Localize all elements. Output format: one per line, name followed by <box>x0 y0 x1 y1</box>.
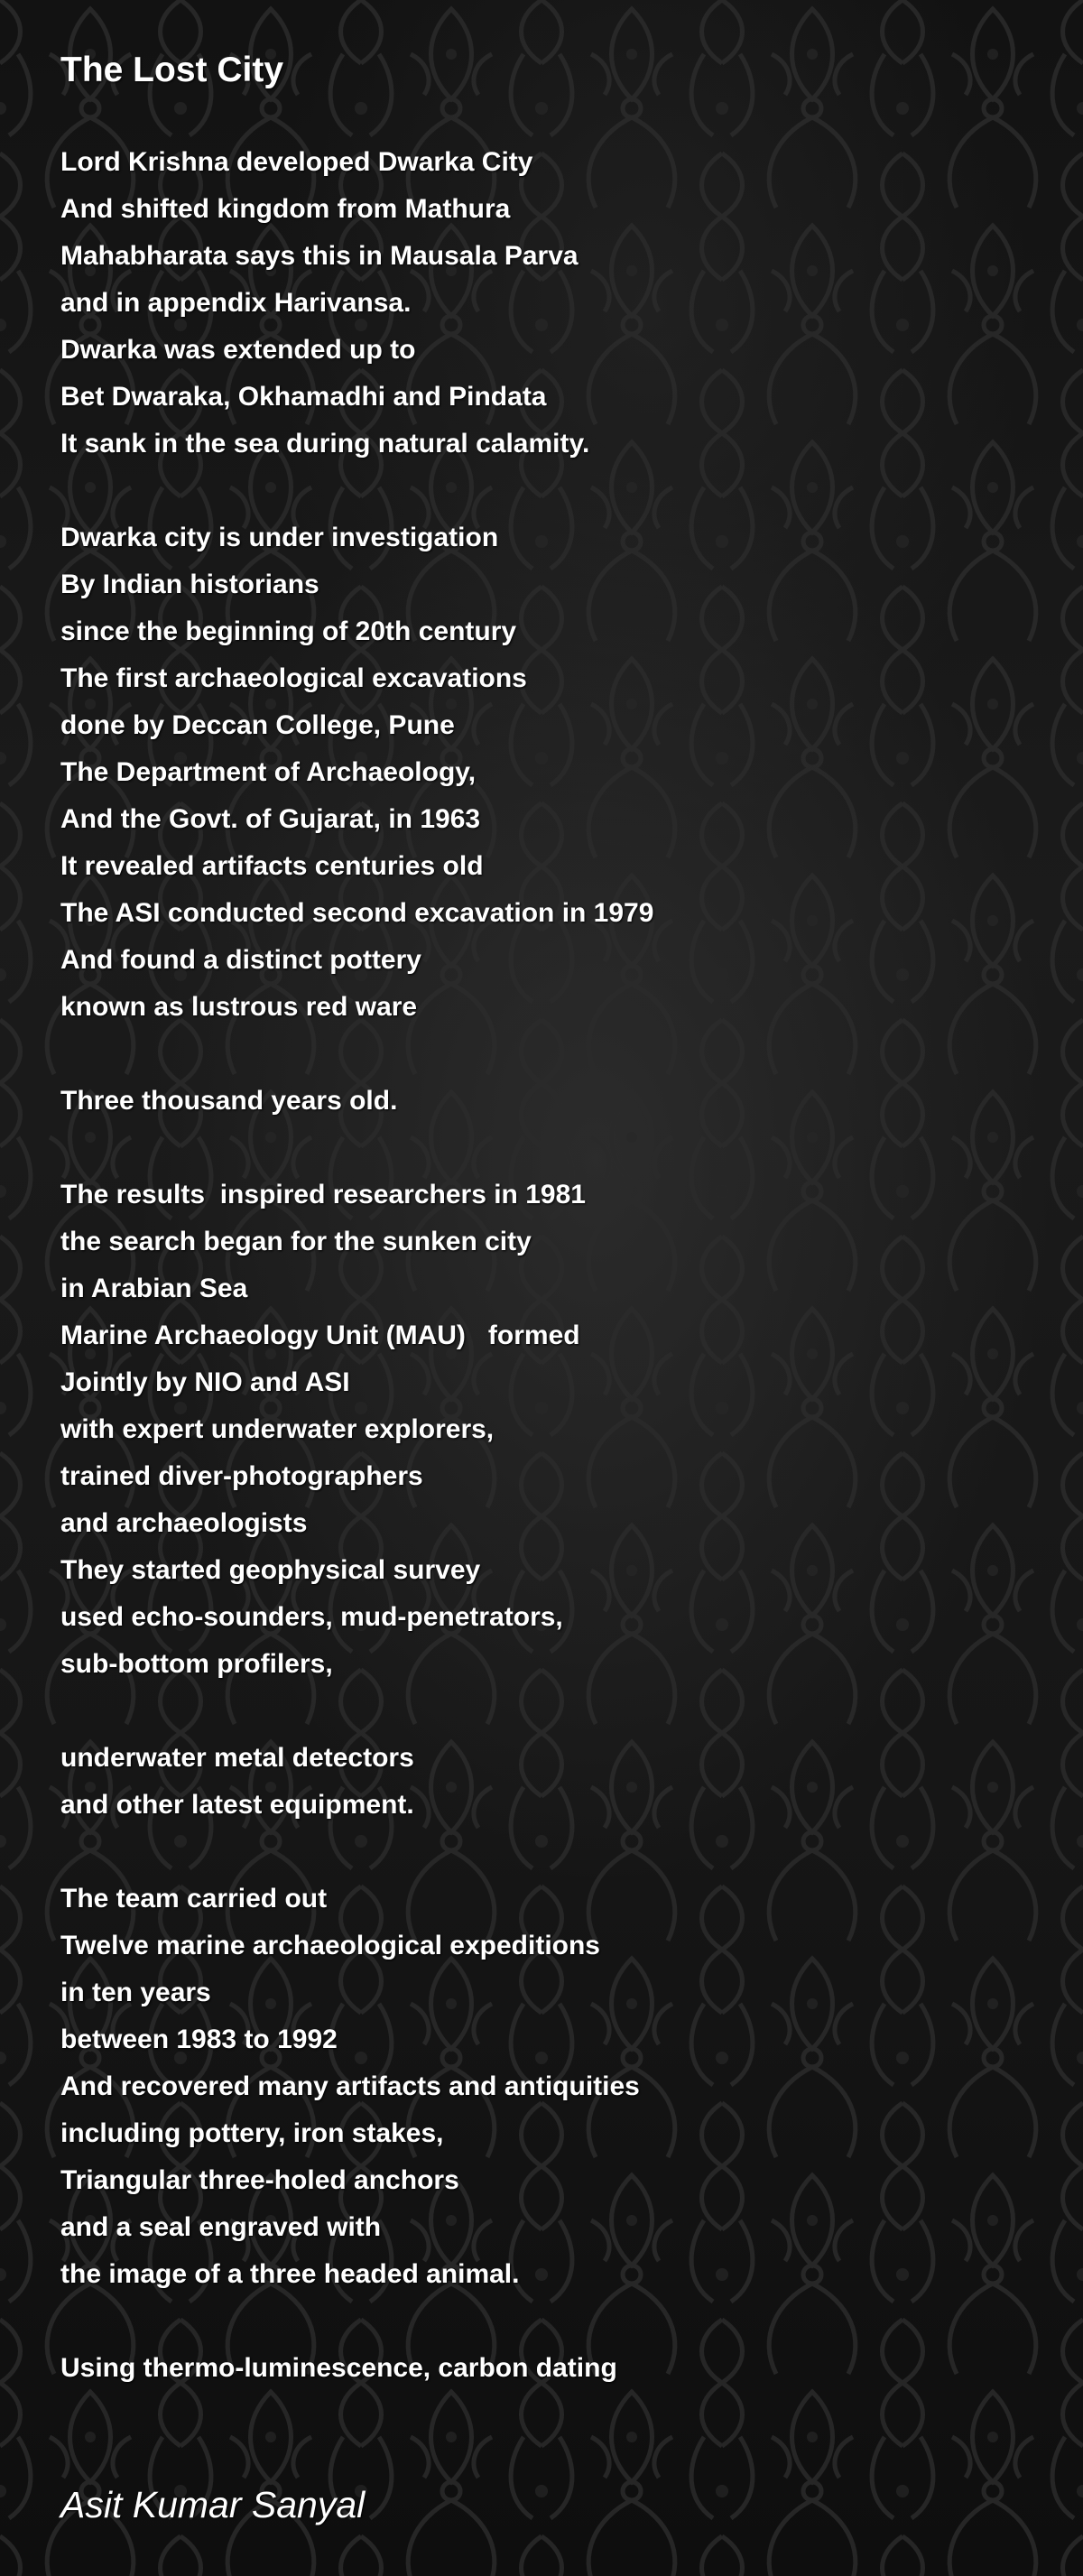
poem-line: And found a distinct pottery <box>60 945 421 975</box>
poem-line: The results inspired researchers in 1981 <box>60 1180 586 1209</box>
poem-body <box>60 139 1035 2392</box>
poem-line: and in appendix Harivansa. <box>60 288 412 318</box>
poem-line: Mahabharata says this in Mausala Parva <box>60 241 579 271</box>
poem-line: Dwarka city is under investigation <box>60 523 499 552</box>
poem-line: used echo-sounders, mud-penetrators, <box>60 1602 563 1632</box>
poem-line: Using thermo-luminescence, carbon dating <box>60 2353 617 2383</box>
poem-stanza <box>60 514 1035 1031</box>
poem-line: the image of a three headed animal. <box>60 2259 520 2289</box>
poem-line: in Arabian Sea <box>60 1274 248 1303</box>
poem-line: and archaeologists <box>60 1508 308 1538</box>
poem-line: They started geophysical survey <box>60 1555 481 1585</box>
poem-line: And the Govt. of Gujarat, in 1963 <box>60 804 481 834</box>
poem-stanza <box>60 1735 1035 1829</box>
poem-line: The first archaeological excavations <box>60 663 527 693</box>
poem-line: The team carried out <box>60 1884 328 1913</box>
poem-line: Lord Krishna developed Dwarka City <box>60 147 533 177</box>
poem-line: in ten years <box>60 1978 211 2007</box>
poem-line: and a seal engraved with <box>60 2212 382 2242</box>
poem-stanza <box>60 1172 1035 1688</box>
poem-content <box>60 47 1035 2439</box>
poem-line: known as lustrous red ware <box>60 992 418 1022</box>
poem-line: By Indian historians <box>60 570 319 599</box>
poem-line: Three thousand years old. <box>60 1086 398 1116</box>
poem-line: And shifted kingdom from Mathura <box>60 194 511 224</box>
poem-line: sub-bottom profilers, <box>60 1649 333 1679</box>
poem-line: Marine Archaeology Unit (MAU) formed <box>60 1320 580 1350</box>
poem-line: Triangular three-holed anchors <box>60 2165 459 2195</box>
poem-author: Asit Kumar Sanyal <box>60 2484 366 2525</box>
poem-line: including pottery, iron stakes, <box>60 2118 444 2148</box>
poem-line: with expert underwater explorers, <box>60 1414 495 1444</box>
poem-stanza <box>60 139 1035 468</box>
poem-line: Bet Dwaraka, Okhamadhi and Pindata <box>60 382 547 412</box>
poem-line: done by Deccan College, Pune <box>60 710 455 740</box>
poem-line: since the beginning of 20th century <box>60 616 517 646</box>
poem-line: It revealed artifacts centuries old <box>60 851 484 881</box>
poem-line: Jointly by NIO and ASI <box>60 1367 350 1397</box>
poem-line: trained diver-photographers <box>60 1461 423 1491</box>
poem-stanza <box>60 2345 1035 2392</box>
poem-line: The ASI conducted second excavation in 1979 <box>60 898 654 928</box>
poem-stanza <box>60 1078 1035 1125</box>
poem-line: the search began for the sunken city <box>60 1227 532 1256</box>
poem-line: between 1983 to 1992 <box>60 2025 338 2054</box>
poem-line: The Department of Archaeology, <box>60 757 477 787</box>
poem-line: underwater metal detectors <box>60 1743 414 1773</box>
poem-stanza <box>60 1876 1035 2298</box>
poem-line: And recovered many artifacts and antiquities <box>60 2071 640 2101</box>
poem-line: and other latest equipment. <box>60 1790 414 1820</box>
poem-line: Twelve marine archaeological expeditions <box>60 1931 600 1960</box>
poem-line: It sank in the sea during natural calamity. <box>60 429 590 459</box>
poem-line: Dwarka was extended up to <box>60 335 416 365</box>
poem-title: The Lost City <box>60 51 284 89</box>
